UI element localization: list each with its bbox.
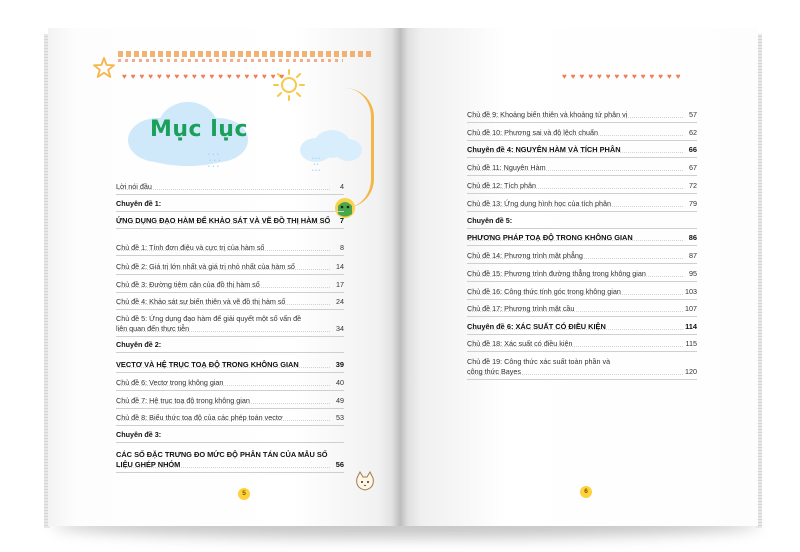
dotted-leader — [118, 420, 330, 421]
toc-entry-page: 107 — [685, 304, 697, 313]
toc-entry-label: Chủ đề 1: Tính đơn điệu và cực trị của hàm số — [116, 243, 265, 252]
toc-entry-label: PHƯƠNG PHÁP TOẠ ĐỘ TRONG KHÔNG GIAN — [467, 233, 633, 242]
toc-entry-label: Chuyên đề 5: — [467, 216, 513, 225]
toc-entry-label: Chủ đề 6: Vectơ trong không gian — [116, 378, 224, 387]
cat-icon — [354, 470, 376, 492]
toc-entry-label: Chủ đề 9: Khoảng biến thiên và khoảng tứ phân vị — [467, 110, 628, 119]
toc-entry-page: 87 — [689, 251, 697, 260]
toc-separator — [116, 274, 344, 275]
toc-entry-label: Chuyên đề 1: — [116, 199, 162, 208]
toc-separator — [116, 255, 344, 256]
toc-entry-page: 7 — [339, 216, 344, 225]
toc-separator — [467, 334, 697, 335]
toc-entry-label-line2: LIỆU GHÉP NHÓM — [116, 460, 181, 469]
toc-entry-label: Chuyên đề 4: NGUYÊN HÀM VÀ TÍCH PHÂN — [467, 145, 621, 154]
toc-entry-page: 72 — [689, 181, 697, 190]
dotted-leader — [118, 189, 330, 190]
toc-entry-label: Chủ đề 5: Ứng dụng đạo hàm để giải quyết một số vấn đề — [116, 314, 302, 323]
dotted-leader — [118, 287, 330, 288]
toc-entry-page: 49 — [336, 396, 344, 405]
toc-entry-label: Chủ đề 11: Nguyên Hàm — [467, 163, 546, 172]
dotted-leader — [118, 331, 330, 332]
toc-separator — [467, 379, 697, 380]
rain-decoration: • • • • • • • • • — [208, 152, 221, 170]
toc-separator — [116, 372, 344, 373]
toc-separator — [467, 281, 697, 282]
toc-separator — [467, 157, 697, 158]
toc-entry-label: ỨNG DỤNG ĐẠO HÀM ĐỂ KHẢO SÁT VÀ VẼ ĐỒ THỊ HÀM SỐ — [116, 216, 331, 225]
toc-entry-page: 14 — [336, 262, 344, 271]
top-border-decoration — [118, 51, 373, 57]
toc-separator — [116, 442, 344, 443]
toc-separator — [467, 193, 697, 194]
toc-entry-label: Chuyên đề 2: — [116, 340, 162, 349]
toc-separator — [116, 472, 344, 473]
toc-entry-page: 40 — [336, 378, 344, 387]
toc-separator — [116, 336, 344, 337]
top-border-decoration-right: ♥♥♥♥♥♥♥♥♥♥♥♥♥♥ — [562, 72, 685, 81]
toc-entry — [116, 430, 344, 439]
dotted-leader — [469, 188, 683, 189]
rain-decoration-2: • • • • • • • • — [312, 156, 321, 174]
dotted-leader — [118, 367, 330, 368]
dotted-leader — [469, 374, 683, 375]
dotted-leader — [118, 250, 330, 251]
toc-separator — [467, 263, 697, 264]
toc-separator — [467, 316, 697, 317]
toc-separator — [467, 228, 697, 229]
toc-entry-page: 66 — [688, 145, 697, 154]
toc-entry-label: Chủ đề 8: Biểu thức toạ độ của các phép toán vectơ — [116, 413, 283, 422]
toc-separator — [116, 352, 344, 353]
toc-entry-label: Chủ đề 7: Hệ trục toạ độ trong không gian — [116, 396, 250, 405]
toc-separator — [116, 408, 344, 409]
toc-entry-page: 62 — [689, 128, 697, 137]
toc-separator — [116, 228, 344, 229]
toc-entry-page: 56 — [335, 460, 344, 469]
toc-separator — [116, 292, 344, 293]
dotted-leader — [118, 269, 330, 270]
dotted-leader — [118, 304, 330, 305]
toc-entry-label: Chủ đề 19: Công thức xác suất toàn phần và — [467, 357, 611, 366]
page-number-right: 6 — [580, 486, 592, 498]
dotted-leader — [469, 294, 683, 295]
top-border-decoration-2 — [118, 59, 343, 62]
dotted-leader — [469, 135, 683, 136]
toc-entry-label: Chủ đề 4: Khảo sát sự biến thiên và vẽ đồ thị hàm số — [116, 297, 286, 306]
toc-entry-page: 114 — [685, 322, 697, 331]
toc-entry-page: 67 — [689, 163, 697, 172]
toc-separator — [467, 175, 697, 176]
toc-entry-label: CÁC SỐ ĐẶC TRƯNG ĐO MỨC ĐỘ PHÂN TÁN CỦA MẪU SỐ — [116, 450, 328, 459]
dotted-leader — [469, 329, 683, 330]
dotted-leader — [469, 170, 683, 171]
toc-entry-label: Chuyên đề 3: — [116, 430, 162, 439]
toc-separator — [116, 390, 344, 391]
toc-entry-page: 86 — [688, 233, 697, 242]
toc-separator — [467, 122, 697, 123]
dotted-leader — [469, 276, 683, 277]
toc-entry-label-line2: công thức Bayes — [467, 367, 521, 376]
toc-entry-label: Lời nói đầu — [116, 182, 152, 191]
toc-entry-page: 17 — [336, 280, 344, 289]
toc-separator — [467, 140, 697, 141]
dotted-leader — [118, 223, 330, 224]
toc-entry-page: 115 — [685, 339, 697, 348]
dotted-leader — [469, 311, 683, 312]
toc-separator — [116, 194, 344, 195]
toc-entry — [116, 340, 344, 349]
dotted-leader — [469, 240, 683, 241]
toc-separator — [467, 299, 697, 300]
dotted-leader — [118, 467, 330, 468]
book-spine — [392, 28, 408, 526]
toc-entry-label: Chuyên đề 6: XÁC SUẤT CÓ ĐIỀU KIỆN — [467, 322, 606, 331]
top-border-decoration-left: ♥♥♥♥♥♥♥♥♥♥♥♥♥♥♥♥♥♥♥ — [122, 72, 289, 81]
toc-entry-label: Chủ đề 3: Đường tiệm cận của đồ thị hàm số — [116, 280, 260, 289]
toc-entry-label: Chủ đề 16: Công thức tính góc trong không gian — [467, 287, 621, 296]
toc-separator — [467, 245, 697, 246]
page-title: Mục lục — [150, 117, 248, 142]
dotted-leader — [469, 206, 683, 207]
toc-entry-page: 8 — [340, 243, 344, 252]
toc-separator — [467, 351, 697, 352]
toc-entry-label: Chủ đề 18: Xác suất có điều kiện — [467, 339, 573, 348]
cloud-icon-small — [296, 126, 366, 166]
toc-separator — [116, 425, 344, 426]
toc-entry-page: 103 — [685, 287, 697, 296]
toc-entry-page: 4 — [340, 182, 344, 191]
toc-entry-label: Chủ đề 15: Phương trình đường thẳng trong không gian — [467, 269, 646, 278]
toc-entry-page: 53 — [336, 413, 344, 422]
toc-separator — [116, 211, 344, 212]
dotted-leader — [469, 346, 683, 347]
toc-entry-label: Chủ đề 17: Phương trình mặt cầu — [467, 304, 575, 313]
star-icon — [92, 56, 116, 80]
toc-entry-label: Chủ đề 14: Phương trình mặt phẳng — [467, 251, 583, 260]
toc-entry-page: 39 — [335, 360, 344, 369]
toc-entry-label: Chủ đề 12: Tích phân — [467, 181, 536, 190]
toc-entry-page: 95 — [689, 269, 697, 278]
toc-entry-page: 34 — [336, 324, 344, 333]
dotted-leader — [469, 152, 683, 153]
toc-entry-label: VECTƠ VÀ HỆ TRỤC TOẠ ĐỘ TRONG KHÔNG GIAN — [116, 360, 299, 369]
toc-entry-page: 57 — [689, 110, 697, 119]
toc-entry — [116, 199, 344, 208]
toc-entry-label: Chủ đề 10: Phương sai và độ lệch chuẩn — [467, 128, 598, 137]
toc-entry-label: Chủ đề 2: Giá trị lớn nhất và giá trị nhỏ nhất của hàm số — [116, 262, 295, 271]
dotted-leader — [469, 258, 683, 259]
page-number-left: 5 — [238, 488, 250, 500]
toc-entry-page: 24 — [336, 297, 344, 306]
toc-entry-page: 120 — [685, 367, 697, 376]
toc-entry-label: Chủ đề 13: Ứng dụng hình học của tích phân — [467, 199, 612, 208]
toc-separator — [467, 211, 697, 212]
dotted-leader — [118, 385, 330, 386]
dotted-leader — [469, 117, 683, 118]
toc-entry-page: 79 — [689, 199, 697, 208]
toc-entry — [467, 216, 697, 225]
toc-separator — [116, 309, 344, 310]
toc-entry-label-line2: liên quan đến thực tiễn — [116, 324, 190, 333]
dotted-leader — [118, 403, 330, 404]
